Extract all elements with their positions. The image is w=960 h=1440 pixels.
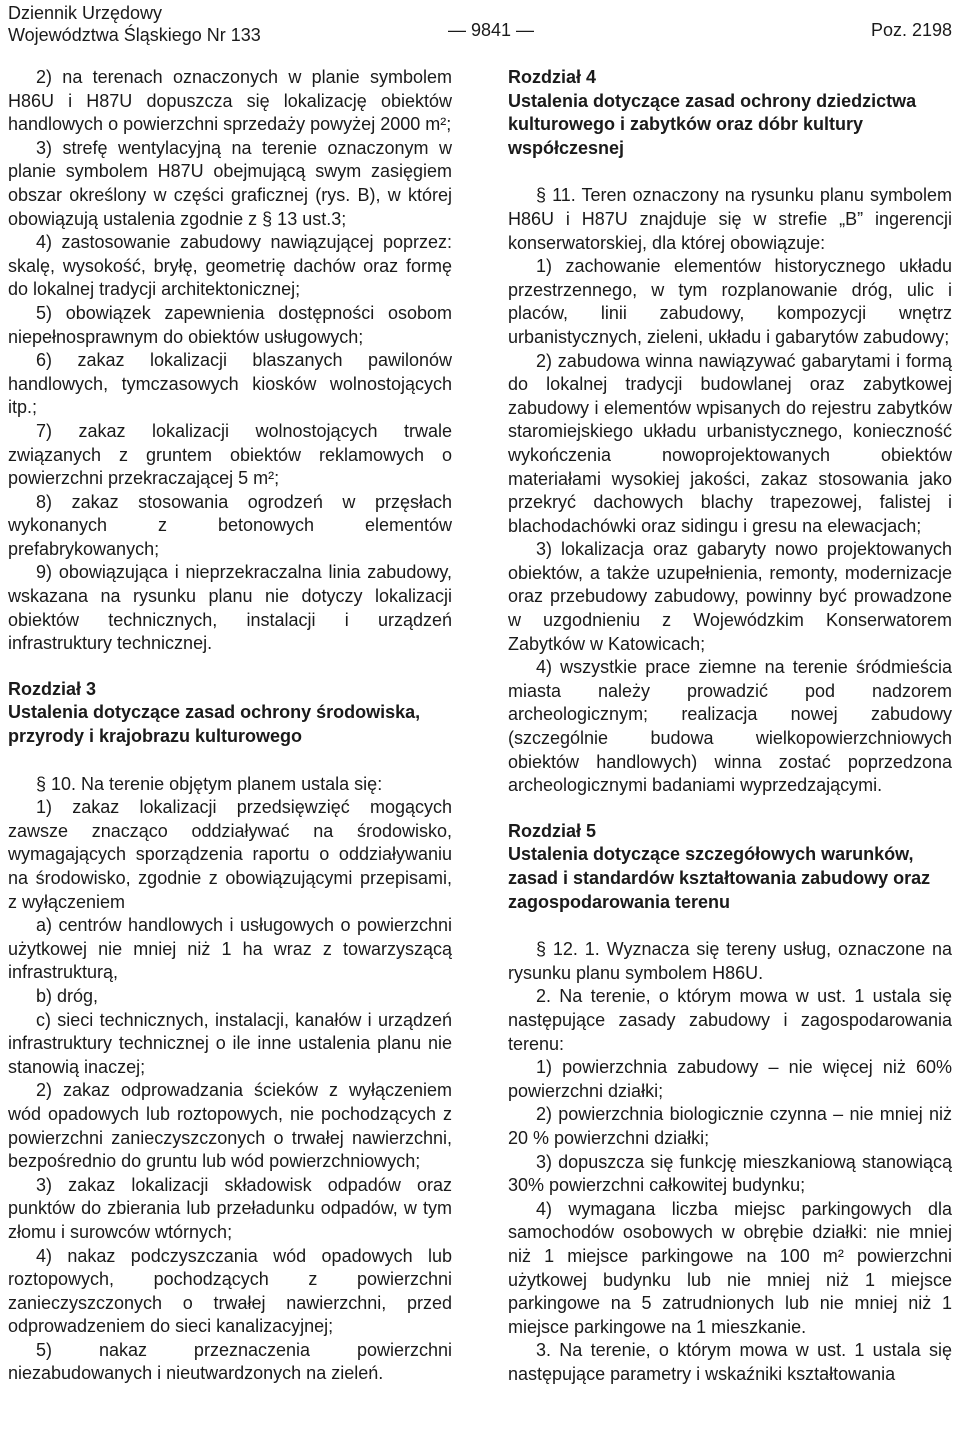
list-item: 4) wszystkie prace ziemne na terenie śródmieścia miasta należy prowadzić pod nadzorem archeologicznym; realizacja nowej zabudowy (szczególnie budowa wielkopowierzchniowych obiektów handlowych) winna zostać poprzedzona archeologicznymi badaniami wyprzedzającymi. <box>508 657 952 796</box>
section-12-3: 3. Na terenie, o którym mowa w ust. 1 ustala się następujące parametry i wskaźniki kształtowania <box>508 1340 952 1384</box>
chapter-3-title: Rozdział 3 <box>8 678 97 699</box>
paragraph: 5) obowiązek zapewnienia dostępności osobom niepełnosprawnym do obiektów usługowych; <box>8 302 452 347</box>
list-item: 4) wymagana liczba miejsc parkingowych dla samochodów osobowych w obrębie działki: nie mniej niż 1 miejsce parkingowe na 100 m² powierzchni użytkowej budynku lub nie mniej niż 1 miejsce parkingowe na 5 zatrudnionych lub nie mniej niż 1 miejsce parkingowe na 1 mieszkanie. <box>508 1198 952 1337</box>
paragraph: 7) zakaz lokalizacji wolnostojących trwale związanych z gruntem obiektów reklamowych o powierzchni przekraczającej 5 m²; <box>8 420 452 489</box>
chapter-4-subtitle: Ustalenia dotyczące zasad ochrony dziedzictwa kulturowego i zabytków oraz dóbr kultury współczesnej <box>508 90 917 158</box>
section-12-1: § 12. 1. Wyznacza się tereny usług, oznaczone na rysunku planu symbolem H86U. <box>508 939 952 983</box>
paragraph: 6) zakaz lokalizacji blaszanych pawilonów handlowych, tymczasowych kiosków wolnostojących itp.; <box>8 350 452 418</box>
left-column <box>8 66 452 1386</box>
list-item: 3) lokalizacja oraz gabaryty nowo projektowanych obiektów, a także uzupełnienia, remonty, modernizacje oraz przebudowy zabudowy, powinny być prowadzone w uzgodnieniu z Wojewódzkim Konserwatorem Zabytków w Katowicach; <box>508 539 952 654</box>
right-column <box>508 66 952 1386</box>
journal-name: Dziennik Urzędowy <box>8 3 163 23</box>
paragraph: 4) zastosowanie zabudowy nawiązującej poprzez: skalę, wysokość, bryłę, geometrię dachów oraz formę do lokalnej tradycji architektonicznej; <box>8 232 452 300</box>
list-item: 2) powierzchnia biologicznie czynna – nie mniej niż 20 % powierzchni działki; <box>508 1104 952 1148</box>
paragraph: 9) obowiązująca i nieprzekraczalna linia zabudowy, wskazana na rysunku planu nie dotyczy lokalizacji obiektów technicznych, instalacji i urządzeń infrastruktury technicznej. <box>8 562 452 654</box>
list-item: 2) zakaz odprowadzania ścieków z wyłączeniem wód opadowych lub roztopowych, nie pochodzących z powierzchni zanieczyszczonych o trwałej nawierzchni, bezpośrednio do gruntu lub wód powierzchniowych; <box>8 1080 452 1172</box>
position-number: Poz. 2198 <box>870 20 952 40</box>
journal-title <box>8 2 261 46</box>
paragraph: 3) strefę wentylacyjną na terenie oznaczonym w planie symbolem H87U obejmującą swym zasięgiem obszar określony w części graficznej (rys. B), w której obowiązują ustalenia zgodnie z § 13 ust.3; <box>8 137 452 229</box>
section-11: § 11. Teren oznaczony na rysunku planu symbolem H86U i H87U znajduje się w strefie „B” ingerencji konserwatorskiej, dla której obowiązuje: <box>508 185 952 253</box>
paragraph: 2) na terenach oznaczonych w planie symbolem H86U i H87U dopuszcza się lokalizację obiektów handlowych o powierzchni sprzedaży powyżej 2000 m²; <box>8 67 452 135</box>
list-item: 1) zakaz lokalizacji przedsięwzięć mogących zawsze znacząco oddziaływać na środowisko, wymagających sporządzenia raportu o oddziaływaniu na środowisko, zgodnie z obowiązującymi przepisami, z wyłączeniem <box>8 797 452 912</box>
list-item: 1) powierzchnia zabudowy – nie więcej niż 60% powierzchni działki; <box>508 1057 952 1101</box>
section-10: § 10. Na terenie objętym planem ustala się: <box>36 773 383 794</box>
chapter-4-title: Rozdział 4 <box>508 67 597 87</box>
list-item: 3) zakaz lokalizacji składowisk odpadów oraz punktów do zbierania lub przeładunku odpadów, w tym złomu i surowców wtórnych; <box>8 1174 452 1242</box>
list-item: c) sieci technicznych, instalacji, kanałów i urządzeń infrastruktury technicznej o ile inne ustalenia planu nie stanowią inaczej; <box>8 1009 452 1077</box>
list-item: 4) nakaz podczyszczania wód opadowych lub roztopowych, pochodzących z powierzchni zanieczyszczonych o trwałej nawierzchni, przed odprowadzeniem do sieci kanalizacyjnej; <box>8 1245 452 1337</box>
list-item: 5) nakaz przeznaczenia powierzchni niezabudowanych i nieutwardzonych na zieleń. <box>8 1339 452 1384</box>
list-item: b) dróg, <box>36 985 99 1006</box>
page-number: — 9841 — <box>448 20 535 40</box>
list-item: 2) zabudowa winna nawiązywać gabarytami i formą do lokalnej tradycji budowlanej oraz zabytkowej zabudowy i elementów wpisanych do rejestru zabytków staromiejskiego układu urbanistycznego, konieczność wykończenia nowoprojektowanych obiektów materiałami wysokiej jakości, zakaz stosowania jako przekryć dachowych blachy trapezowej, falistej i blachodachówki oraz sidingu i gresu na elewacjach; <box>508 350 952 536</box>
list-item: 3) dopuszcza się funkcję mieszkaniową stanowiącą 30% powierzchni całkowitej budynku; <box>508 1151 952 1196</box>
chapter-3-subtitle: Ustalenia dotyczące zasad ochrony środowiska, przyrody i krajobrazu kulturowego <box>8 702 421 747</box>
journal-issue: Województwa Śląskiego Nr 133 <box>8 25 261 45</box>
chapter-5-subtitle: Ustalenia dotyczące szczegółowych warunków, zasad i standardów kształtowania zabudowy oraz zagospodarowania terenu <box>508 844 931 912</box>
list-item: 1) zachowanie elementów historycznego układu przestrzennego, w tym rozplanowanie dróg, ulic i placów, linii zabudowy, kompozycji wnętrz urbanistycznych, zieleni, układu i gabarytów zabudowy; <box>508 256 952 347</box>
section-12-2: 2. Na terenie, o którym mowa w ust. 1 ustala się następujące zasady zabudowy i zagospodarowania terenu: <box>508 986 952 1054</box>
paragraph: 8) zakaz stosowania ogrodzeń w przęsłach wykonanych z betonowych elementów prefabrykowanych; <box>8 491 452 559</box>
list-item: a) centrów handlowych i usługowych o powierzchni użytkowej nie mniej niż 1 ha wraz z towarzyszącą infrastrukturą, <box>8 915 452 983</box>
page-header <box>8 0 952 50</box>
chapter-5-title: Rozdział 5 <box>508 820 597 841</box>
